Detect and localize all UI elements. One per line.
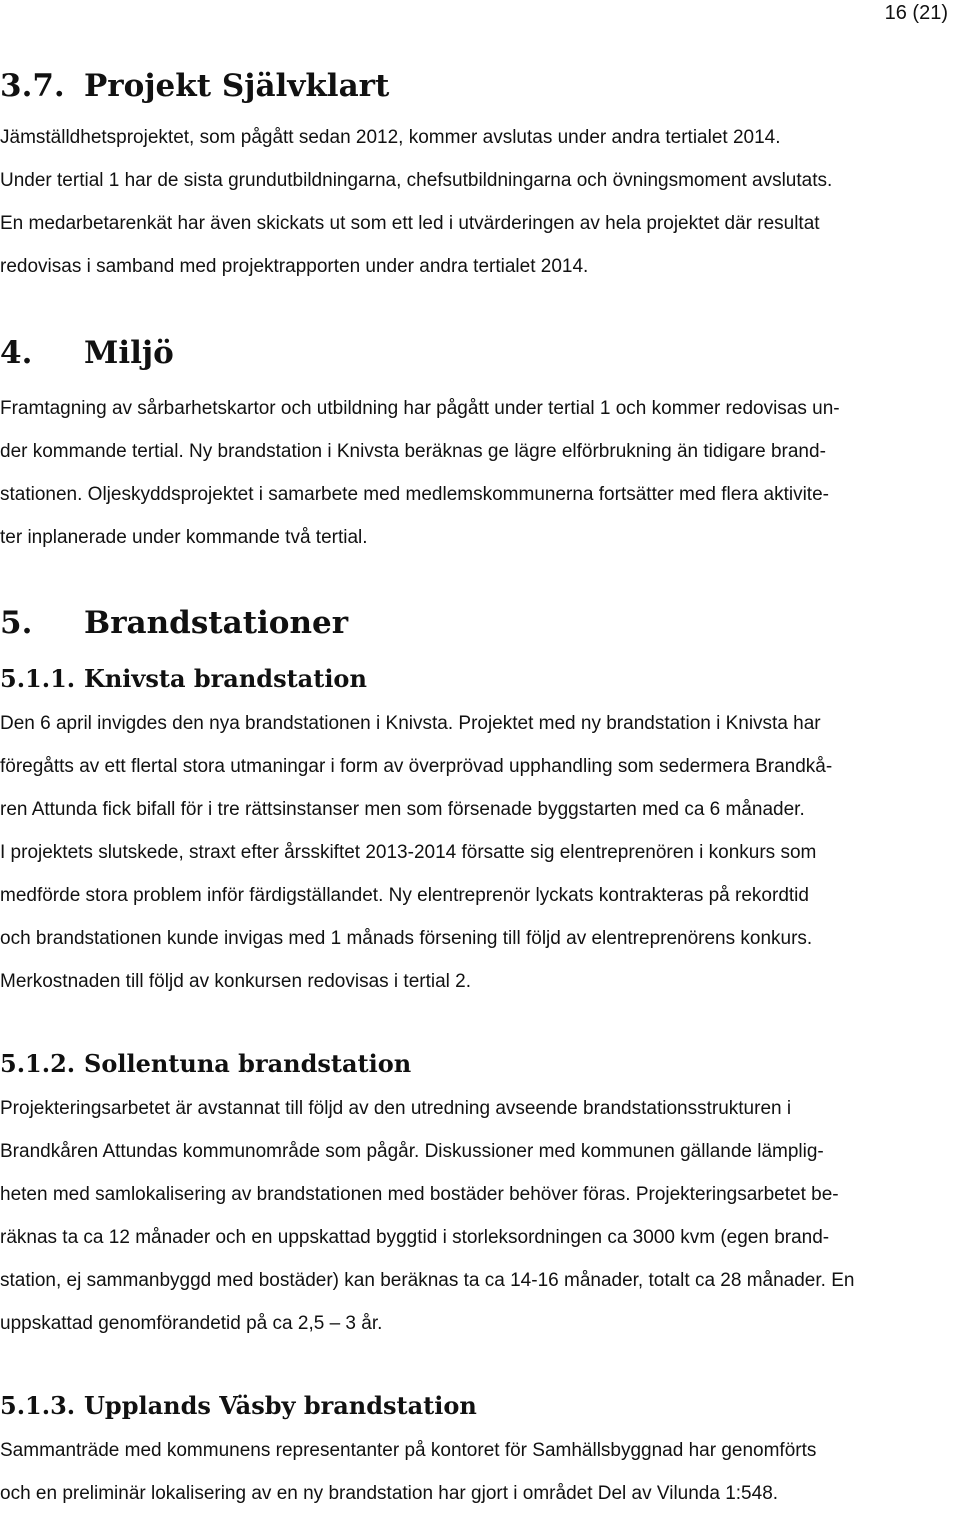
- heading-projekt-sjalvklart: [0, 68, 389, 104]
- text-line: Jämställdhetsprojektet, som pågått sedan 2012, kommer avslutas under andra tertialet 2014.: [0, 127, 781, 148]
- heading-brandstationer: [0, 605, 348, 641]
- heading-upplands-vasby-brandstation: [0, 1391, 477, 1420]
- text-line: föregåtts av ett flertal stora utmaningar i form av överprövad upphandling som sedermera Brandkå-: [0, 756, 833, 777]
- heading-number: 4.: [0, 335, 33, 371]
- text-line: och brandstationen kunde invigas med 1 månads försening till följd av elentreprenörens konkurs.: [0, 928, 813, 949]
- heading-title: Miljö: [84, 335, 174, 371]
- heading-number: 5.1.2.: [0, 1049, 76, 1078]
- heading-title: Sollentuna brandstation: [84, 1049, 412, 1078]
- paragraph-miljo: [0, 387, 960, 559]
- text-line: Under tertial 1 har de sista grundutbildningarna, chefsutbildningarna och övningsmoment avslutats.: [0, 170, 833, 191]
- heading-number: 5.1.3.: [0, 1391, 76, 1420]
- text-line: Merkostnaden till följd av konkursen redovisas i tertial 2.: [0, 971, 472, 992]
- heading-knivsta-brandstation: [0, 664, 367, 693]
- text-line: En medarbetarenkät har även skickats ut som ett led i utvärderingen av hela projektet där resultat: [0, 213, 820, 234]
- text-line: räknas ta ca 12 månader och en uppskattad byggtid i storleksordningen ca 3000 kvm (egen brand-: [0, 1227, 830, 1248]
- paragraph-knivsta: [0, 702, 960, 1003]
- heading-title: Projekt Självklart: [84, 68, 390, 104]
- text-line: Framtagning av sårbarhetskartor och utbildning har pågått under tertial 1 och kommer redovisas un-: [0, 398, 840, 419]
- text-line: stationen. Oljeskyddsprojektet i samarbete med medlemskommunerna fortsätter med flera aktivite-: [0, 484, 829, 505]
- text-line: Projekteringsarbetet är avstannat till följd av den utredning avseende brandstationsstrukturen i: [0, 1098, 792, 1119]
- heading-title: Knivsta brandstation: [84, 664, 367, 693]
- paragraph-upplands-vasby: [0, 1429, 960, 1515]
- text-line: medförde stora problem inför färdigställandet. Ny elentreprenör lyckats kontrakteras på rekordtid: [0, 885, 809, 906]
- heading-title: Upplands Väsby brandstation: [84, 1391, 477, 1420]
- text-line: der kommande tertial. Ny brandstation i Knivsta beräknas ge lägre elförbrukning än tidigare brand-: [0, 441, 826, 462]
- text-line: redovisas i samband med projektrapporten under andra tertialet 2014.: [0, 256, 589, 277]
- text-line: Brandkåren Attundas kommunområde som pågår. Diskussioner med kommunen gällande lämplig-: [0, 1141, 824, 1162]
- heading-number: 3.7.: [0, 68, 65, 104]
- text-line: Sammanträde med kommunens representanter på kontoret för Samhällsbyggnad har genomförts: [0, 1440, 817, 1461]
- heading-sollentuna-brandstation: [0, 1049, 411, 1078]
- text-line: station, ej sammanbyggd med bostäder) kan beräknas ta ca 14-16 månader, totalt ca 28 månader. En: [0, 1270, 855, 1291]
- heading-miljo: [0, 335, 174, 371]
- text-line: Den 6 april invigdes den nya brandstationen i Knivsta. Projektet med ny brandstation i Knivsta har: [0, 713, 821, 734]
- text-line: heten med samlokalisering av brandstationen med bostäder behöver föras. Projekteringsarbetet be-: [0, 1184, 839, 1205]
- text-line: ren Attunda fick bifall för i tre rättsinstanser men som försenade byggstarten med ca 6 månader.: [0, 799, 805, 820]
- paragraph-sollentuna: [0, 1087, 960, 1345]
- heading-number: 5.: [0, 605, 33, 641]
- paragraph-projekt-sjalvklart: [0, 116, 960, 288]
- text-line: uppskattad genomförandetid på ca 2,5 – 3 år.: [0, 1313, 383, 1334]
- text-line: I projektets slutskede, straxt efter årsskiftet 2013-2014 försatte sig elentreprenören i konkurs som: [0, 842, 817, 863]
- heading-number: 5.1.1.: [0, 664, 76, 693]
- heading-title: Brandstationer: [84, 605, 349, 641]
- text-line: ter inplanerade under kommande två tertial.: [0, 527, 368, 548]
- text-line: och en preliminär lokalisering av en ny brandstation har gjort i området Del av Vilunda 1:548.: [0, 1483, 779, 1504]
- page-number: 16 (21): [884, 2, 948, 24]
